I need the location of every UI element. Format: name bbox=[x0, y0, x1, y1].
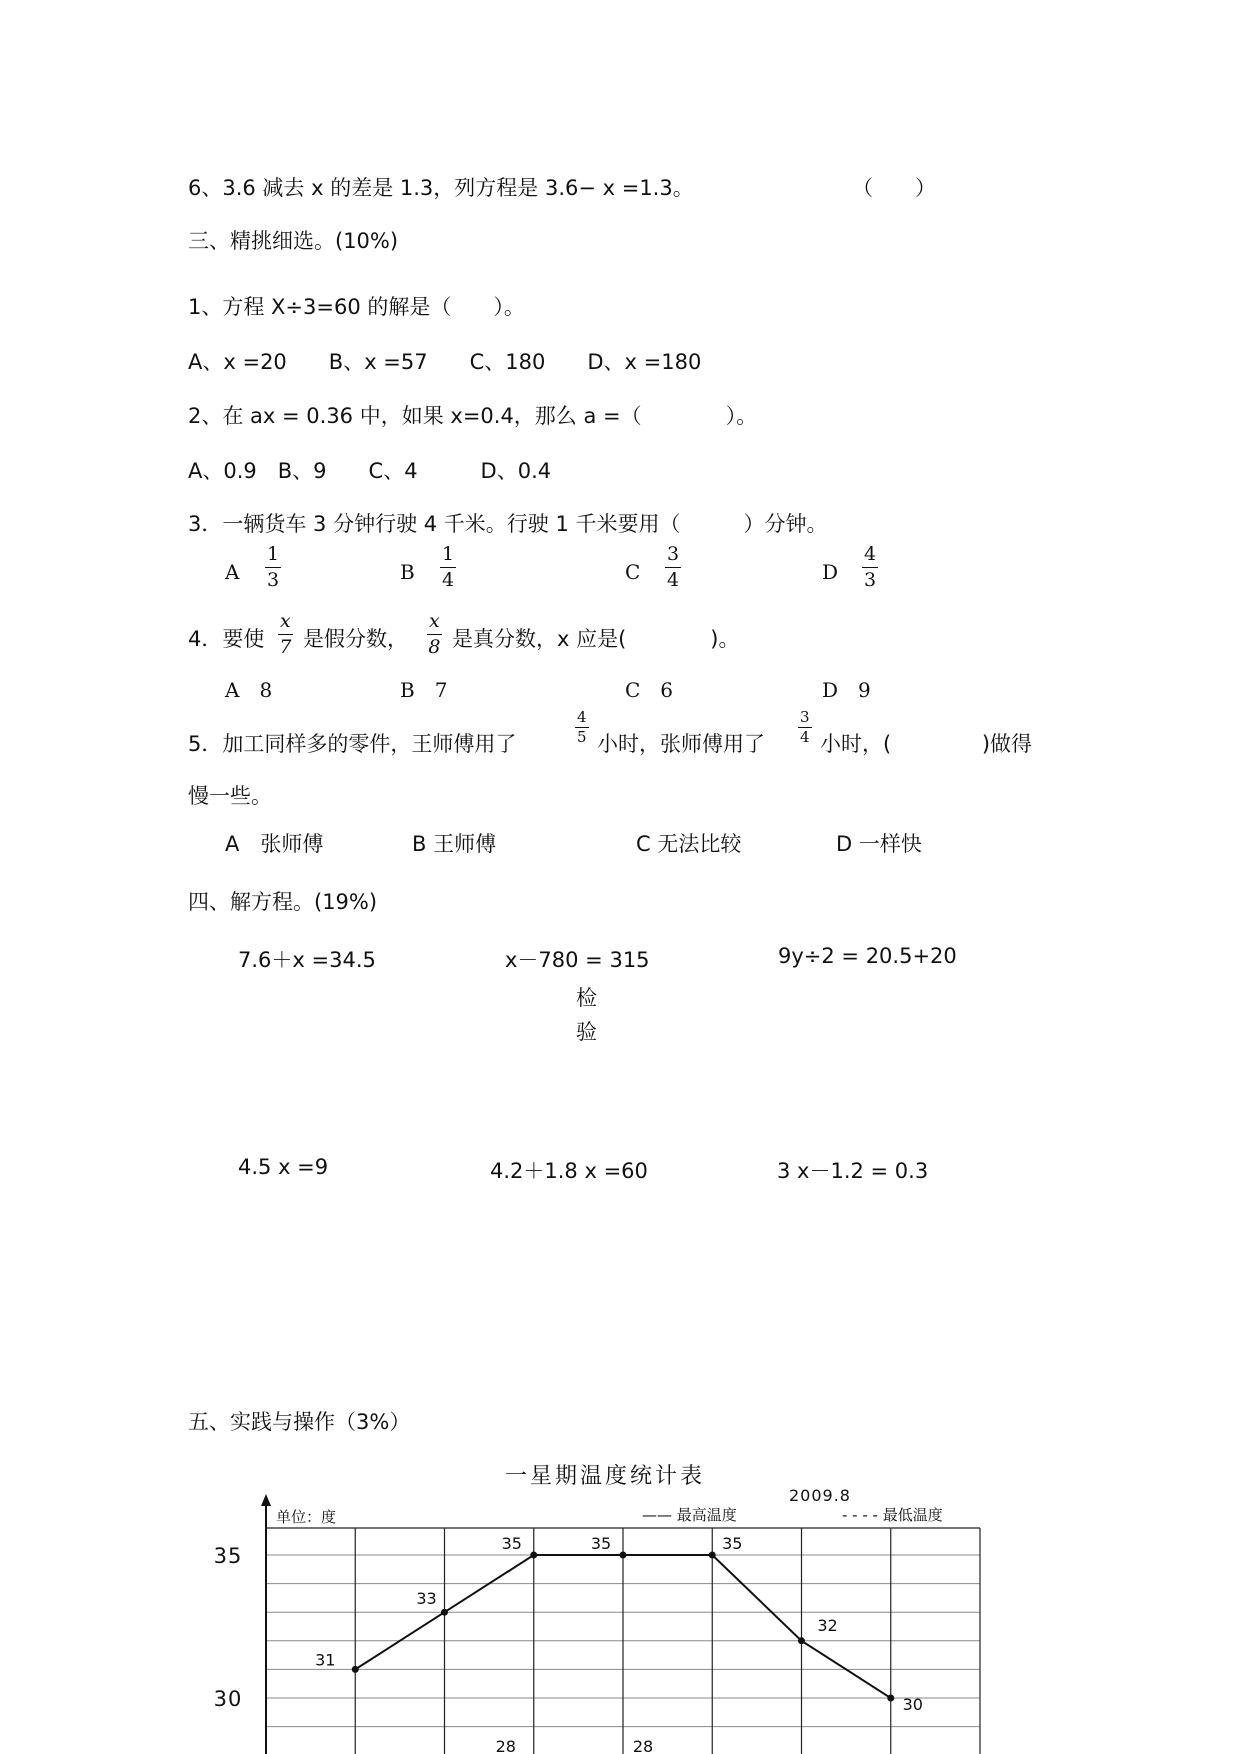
chart-labels bbox=[214, 1534, 923, 1754]
check-label-1: 检 bbox=[576, 986, 597, 1010]
y-tick-label: 30 bbox=[213, 1687, 243, 1711]
s3-question-2-options: A、0.9 B、9 C、4 D、0.4 bbox=[188, 459, 552, 483]
q3-option-a-letter: A bbox=[225, 560, 240, 584]
data-label-max-temp: 31 bbox=[315, 1650, 336, 1670]
q3-a-den: 3 bbox=[267, 569, 280, 591]
data-label-min-temp: 28 bbox=[495, 1737, 516, 1754]
s3-question-1-options: A、x =20 B、x =57 C、180 D、x =180 bbox=[188, 350, 702, 374]
legend-min-temp: - - - - 最低温度 bbox=[842, 1506, 943, 1524]
check-label-2: 验 bbox=[576, 1020, 597, 1044]
point-max-temp bbox=[620, 1552, 627, 1559]
q3-b-num: 1 bbox=[440, 545, 456, 568]
s3-question-5-start: 5．加工同样多的零件，王师傅用了 bbox=[188, 732, 517, 756]
s3-question-2: 2、在 ax = 0.36 中，如果 x=0.4，那么 a =（ ）。 bbox=[188, 404, 758, 428]
q4-f2-den: 8 bbox=[428, 636, 441, 658]
data-label-max-temp: 35 bbox=[722, 1534, 743, 1553]
q4-f2-num: x bbox=[427, 612, 442, 635]
q5-f2-den: 4 bbox=[800, 728, 810, 746]
chart-ylabel: 单位：度 bbox=[276, 1508, 337, 1526]
q3-b-den: 4 bbox=[442, 569, 455, 591]
s3-question-1: 1、方程 X÷3=60 的解是（ ）。 bbox=[188, 295, 525, 319]
q5-option-d: D 一样快 bbox=[836, 832, 922, 856]
q3-option-c-letter: C bbox=[625, 560, 641, 584]
q5-option-c: C 无法比较 bbox=[636, 832, 742, 856]
data-label-max-temp: 35 bbox=[501, 1534, 522, 1553]
chart-grid bbox=[266, 1528, 980, 1754]
equation-1: 7.6＋x =34.5 bbox=[238, 948, 376, 972]
y-axis-arrow bbox=[261, 1494, 271, 1506]
s3-question-3: 3．一辆货车 3 分钟行驶 4 千米。行驶 1 千米要用（ ）分钟。 bbox=[188, 512, 828, 536]
q3-option-d-letter: D bbox=[822, 560, 839, 584]
q4-f1-num: x bbox=[278, 612, 293, 635]
point-max-temp bbox=[352, 1666, 359, 1673]
q4-option-d: D 9 bbox=[822, 678, 871, 702]
q3-d-den: 3 bbox=[864, 569, 877, 591]
chart-subtitle: 2009.8 bbox=[789, 1486, 851, 1505]
q4-f1-den: 7 bbox=[279, 636, 292, 658]
q4-option-a: A 8 bbox=[225, 678, 273, 702]
equation-4: 4.5 x =9 bbox=[238, 1155, 329, 1179]
data-label-min-temp: 28 bbox=[632, 1737, 654, 1754]
y-tick-label: 35 bbox=[213, 1544, 243, 1568]
data-label-max-temp: 32 bbox=[817, 1615, 838, 1635]
legend-max-temp: —— 最高温度 bbox=[642, 1506, 737, 1524]
section-3-heading: 三、精挑细选。(10%) bbox=[188, 229, 399, 253]
q5-option-b: B 王师傅 bbox=[412, 832, 497, 856]
chart-title: 一星期温度统计表 bbox=[504, 1464, 706, 1489]
s3-question-5-end: 小时，( )做得 bbox=[820, 732, 1033, 756]
point-max-temp bbox=[798, 1637, 805, 1644]
q3-option-b-letter: B bbox=[400, 560, 415, 584]
equation-2: x－780 = 315 bbox=[505, 948, 650, 972]
section-4-heading: 四、解方程。(19%) bbox=[188, 890, 378, 914]
data-label-max-temp: 33 bbox=[416, 1589, 437, 1609]
s3-question-5-mid: 小时，张师傅用了 bbox=[597, 732, 765, 756]
q4-option-c: C 6 bbox=[625, 678, 674, 702]
question-6: 6、3.6 减去 x 的差是 1.3，列方程是 3.6− x =1.3。 bbox=[188, 176, 694, 200]
answer-paren-6: （ ） bbox=[852, 176, 936, 200]
chart-axes bbox=[261, 1494, 271, 1754]
s3-question-4-end: 是真分数，x 应是( )。 bbox=[452, 627, 740, 651]
section-5-heading: 五、实践与操作（3%） bbox=[188, 1410, 411, 1434]
point-max-temp bbox=[530, 1552, 537, 1559]
q3-a-num: 1 bbox=[265, 545, 281, 568]
s3-question-4-start: 4．要使 bbox=[188, 627, 265, 651]
point-max-temp bbox=[887, 1695, 894, 1702]
equation-6: 3 x－1.2 = 0.3 bbox=[777, 1159, 929, 1183]
data-label-max-temp: 35 bbox=[590, 1534, 612, 1553]
point-max-temp bbox=[441, 1609, 448, 1616]
equation-3: 9y÷2 = 20.5+20 bbox=[778, 944, 957, 968]
data-label-max-temp: 30 bbox=[902, 1695, 923, 1714]
q4-option-b: B 7 bbox=[400, 678, 448, 702]
q3-c-num: 3 bbox=[665, 545, 681, 568]
q5-f1-den: 5 bbox=[577, 728, 587, 746]
point-max-temp bbox=[709, 1552, 716, 1559]
s3-question-5-continuation: 慢一些。 bbox=[188, 784, 272, 808]
q5-f1-num: 4 bbox=[577, 708, 587, 726]
q3-d-num: 4 bbox=[862, 545, 878, 568]
s3-question-4-mid: 是假分数， bbox=[303, 627, 408, 651]
q5-option-a: A 张师傅 bbox=[225, 832, 324, 856]
q5-f2-num: 3 bbox=[800, 708, 810, 726]
q3-c-den: 4 bbox=[667, 569, 680, 591]
equation-5: 4.2＋1.8 x =60 bbox=[490, 1159, 648, 1183]
